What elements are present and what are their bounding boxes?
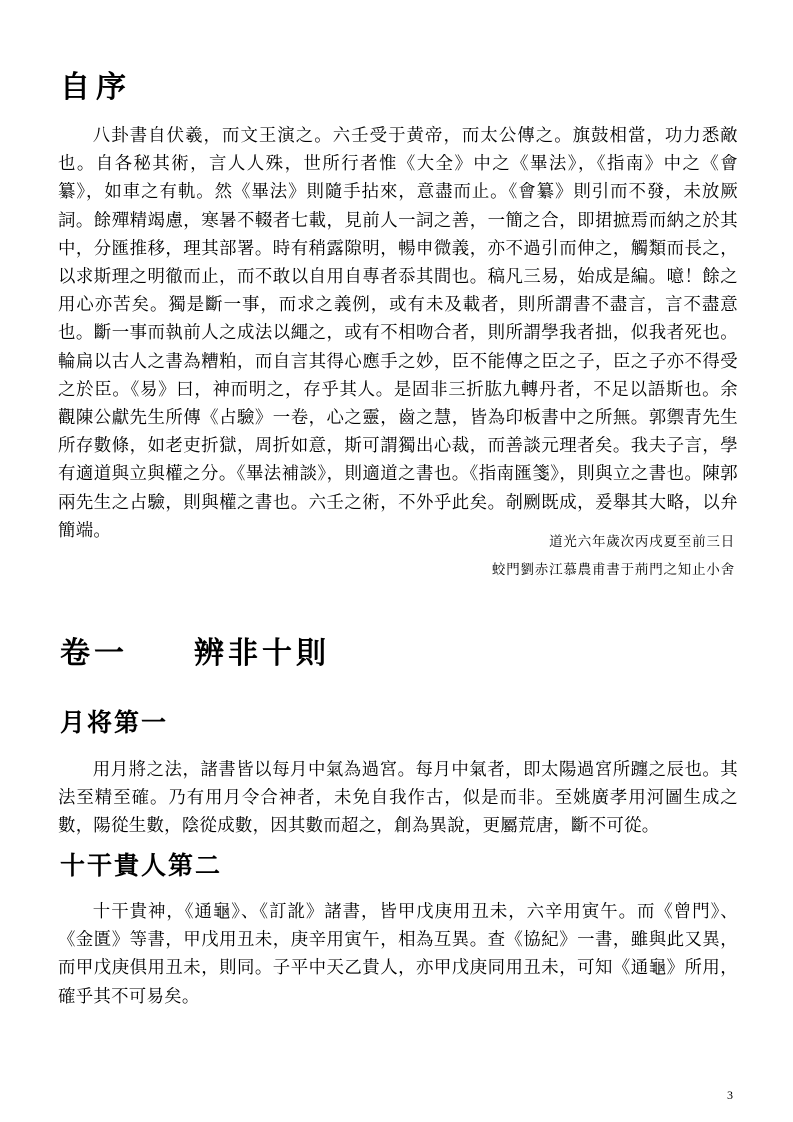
chapter-title: 辨非十則 (194, 636, 330, 671)
preface-title: 自序 (60, 70, 132, 105)
preface-date-line: 道光六年歲次丙戌夏至前三日 (549, 534, 735, 550)
section-title-noble-person: 十干貴人第二 (60, 851, 223, 880)
section-title-month-general: 月将第一 (60, 708, 169, 737)
preface-author-line: 蛟門劉赤江慕農甫書于荊門之知止小舍 (491, 562, 735, 578)
section-paragraph-month-general: 用月將之法，諸書皆以每月中氣為過宮。每月中氣者，即太陽過宮所躔之辰也。其法至精至確。乃有用月令合神者，未免自我作古，似是而非。至姚廣孝用河圖生成之數，陽從生數，陰從成數，因其數而超之，創為異說，更屬荒唐，斷不可從。 (58, 760, 738, 837)
section-paragraph-noble-person: 十干貴神，《通龜》、《訂訛》諸書，皆甲戊庚用丑未，六辛用寅午。而《曾門》、《金匱》等書，甲戊用丑未，庚辛用寅午，相為互異。查《協紀》一書，雖與此又異，而甲戊庚俱用丑未，則同。子平中天乙貴人，亦甲戊庚同用丑未，可知《通龜》所用，確乎其不可易矣。 (58, 902, 738, 1007)
chapter-volume: 卷一 (60, 636, 128, 671)
chapter-heading (60, 628, 330, 672)
preface-paragraph: 八卦書自伏羲，而文王演之。六壬受于黄帝，而太公傳之。旗鼓相當，功力悉敵也。自各秘其術，言人人殊，世所行者惟《大全》中之《畢法》，《指南》中之《會纂》，如車之有軌。然《畢法》則隨手拈來，意盡而止。《會纂》則引而不發，未放厥詞。餘殫精竭慮，寒暑不輟者七載，見前人一詞之善，一簡之合，即捃摭焉而納之於其中，分匯推移，理其部署。時有稍露隙明，暢申微義，亦不過引而伸之，觸類而長之，以求斯理之明徹而止，而不敢以自用自專者忝其間也。稿凡三易，始成是編。噫！餘之用心亦苦矣。獨是斷一事，而求之義例，或有未及載者，則所謂書不盡言，言不盡意也。斷一事而執前人之成法以繩之，或有不相吻合者，則所謂學我者拙，似我者死也。輪扁以古人之書為糟粕，而自言其得心應手之妙，臣不能傳之臣之子，臣之子亦不得受之於臣。《易》曰，神而明之，存乎其人。是固非三折肱九轉丹者，不足以語斯也。余觀陳公獻先生所傳《占驗》一卷，心之靈，齒之慧，皆為印板書中之所無。郭禦青先生所存數條，如老吏折獄，周折如意，斯可謂獨出心裁，而善談元理者矣。我夫子言，學有適道與立與權之分。《畢法補談》，則適道之書也。《指南匯箋》，則與立之書也。陳郭兩先生之占驗，則與權之書也。六壬之術，不外乎此矣。剞劂既成，爰舉其大略，以弁簡端。 (58, 126, 738, 541)
page-number: 3 (727, 1088, 733, 1102)
